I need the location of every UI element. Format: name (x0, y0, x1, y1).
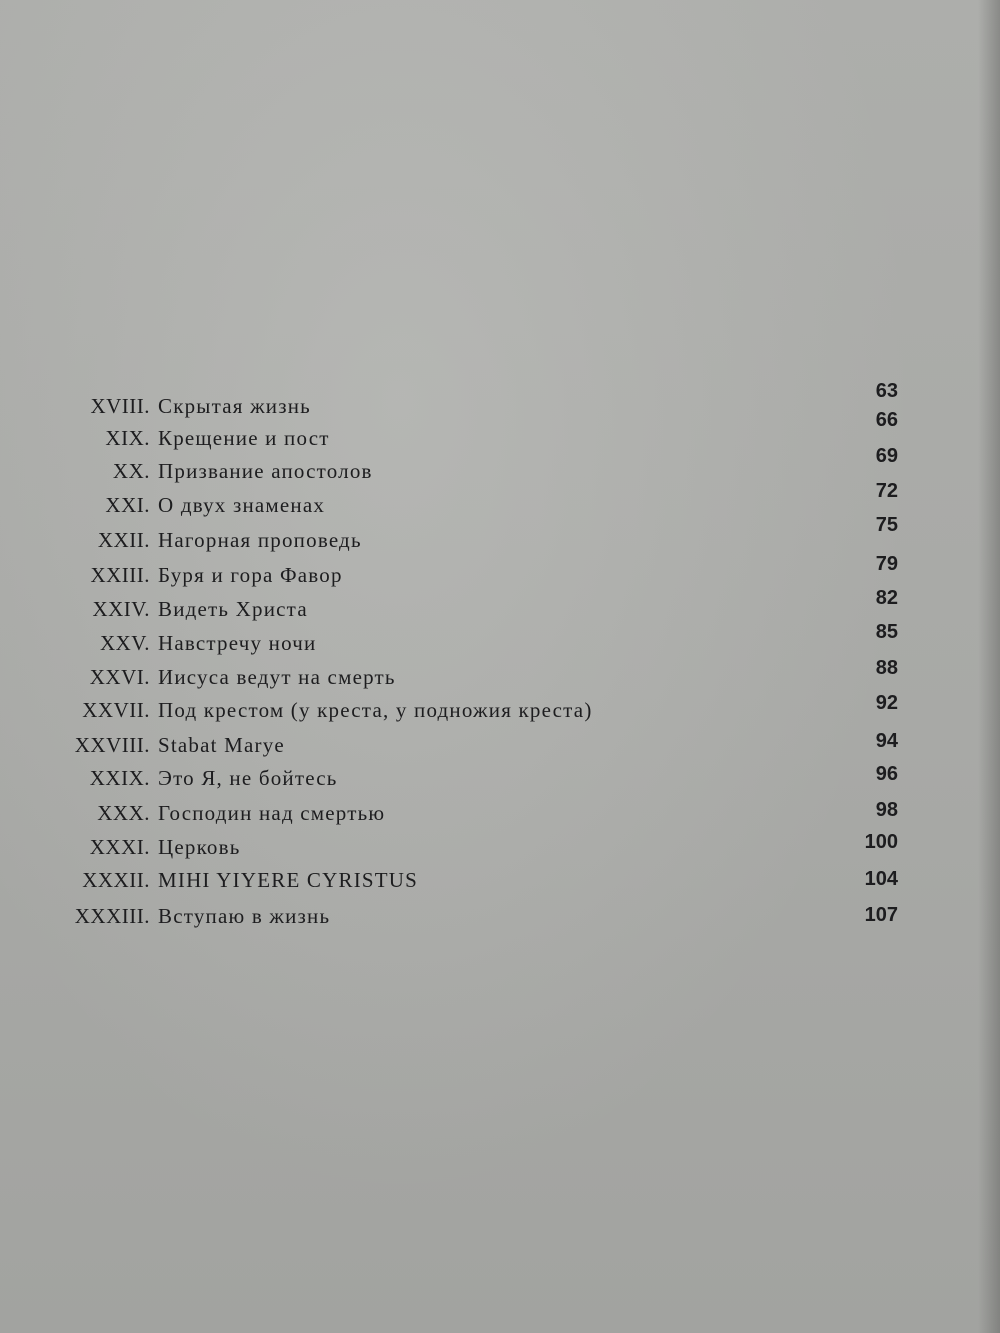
toc-entry (0, 692, 1000, 728)
page-number: 63 (875, 380, 898, 402)
chapter-title: Призвание апостолов (158, 459, 373, 483)
chapter-number: XVIII. (90, 394, 150, 418)
chapter-number: XIX. (105, 426, 150, 450)
chapter-number: XXXIII. (74, 904, 150, 928)
chapter-title: Иисуса ведут на смерть (158, 665, 396, 689)
chapter-title: Это Я, не бойтесь (158, 766, 338, 790)
chapter-number: XXV. (99, 631, 150, 655)
chapter-number: XXXI. (89, 835, 150, 859)
toc-entry (0, 763, 1000, 796)
toc-entry (0, 868, 1000, 898)
toc-entry (0, 904, 1000, 934)
page-number: 100 (864, 831, 898, 853)
toc-entry (0, 831, 1000, 865)
chapter-title: Нагорная проповедь (158, 528, 362, 552)
chapter-title: Скрытая жизнь (158, 394, 311, 418)
page-number: 104 (864, 868, 898, 890)
page-number: 72 (875, 480, 898, 502)
page-number: 69 (875, 445, 898, 467)
chapter-number: XXVIII. (74, 733, 150, 757)
toc-entry (0, 801, 1000, 831)
chapter-title: Буря и гора Фавор (158, 563, 343, 587)
page-number: 79 (875, 553, 898, 575)
chapter-number: XXI. (105, 493, 150, 517)
chapter-number: XXIV. (92, 597, 150, 621)
chapter-title: Господин над смертью (158, 801, 386, 825)
chapter-number: XXIX. (89, 766, 150, 790)
page-number: 88 (875, 657, 898, 679)
toc-entry (0, 730, 1000, 763)
chapter-number: XXII. (97, 528, 150, 552)
chapter-title: Вступаю в жизнь (158, 904, 331, 928)
chapter-title: MIHI YIYERE CYRISTUS (158, 868, 419, 892)
chapter-title: О двух знаменах (158, 493, 326, 517)
page-number: 85 (875, 621, 898, 643)
page-number: 82 (875, 587, 898, 609)
page-number: 94 (875, 730, 898, 752)
chapter-number: XXVII. (82, 698, 150, 722)
chapter-number: XXVI. (89, 665, 150, 689)
chapter-number: XXX. (97, 801, 150, 825)
chapter-number: XX. (112, 459, 150, 483)
page-number: 96 (875, 763, 898, 785)
chapter-number: XXIII. (90, 563, 150, 587)
chapter-number: XXXII. (82, 868, 150, 892)
page-number: 98 (875, 799, 898, 821)
page-number: 107 (864, 904, 898, 926)
chapter-title: Церковь (158, 835, 241, 859)
page-number: 75 (875, 514, 898, 536)
page-number: 66 (875, 409, 898, 431)
chapter-title: Под крестом (у креста, у подножия креста) (158, 698, 593, 722)
toc-entry (0, 657, 1000, 695)
chapter-title: Stabat Marye (158, 733, 285, 757)
chapter-title: Навстречу ночи (158, 631, 317, 655)
page-number: 92 (875, 692, 898, 714)
chapter-title: Крещение и пост (158, 426, 330, 450)
chapter-title: Видеть Христа (158, 597, 308, 621)
